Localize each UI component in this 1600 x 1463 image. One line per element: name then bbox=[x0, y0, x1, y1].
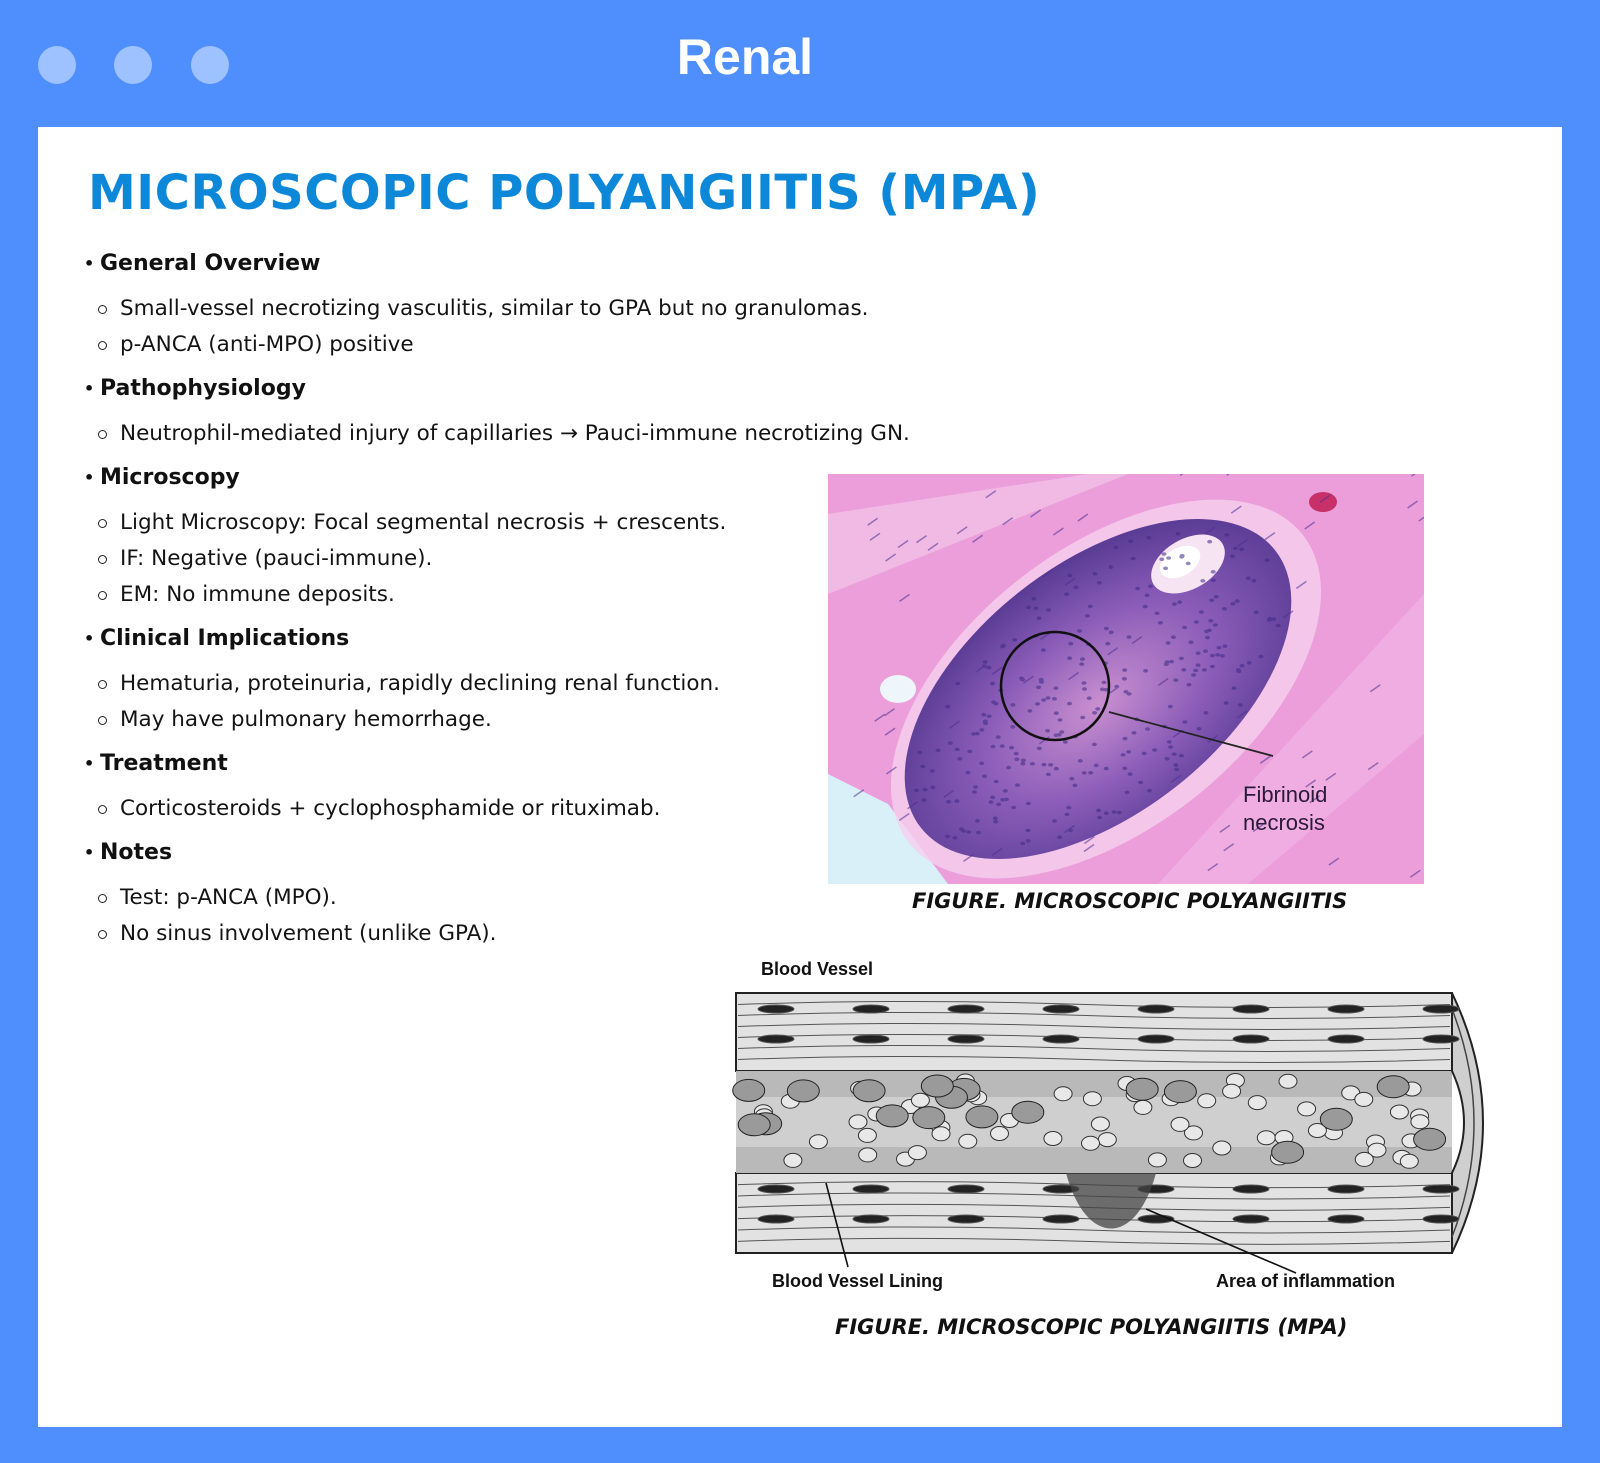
list-item-text: p-ANCA (anti-MPO) positive bbox=[120, 332, 414, 357]
circle-bullet-icon bbox=[98, 591, 107, 600]
list-item-text: EM: No immune deposits. bbox=[120, 582, 395, 607]
circle-bullet-icon bbox=[98, 680, 107, 689]
circle-bullet-icon bbox=[98, 894, 107, 903]
section-title-text: General Overview bbox=[100, 251, 321, 276]
section-title bbox=[84, 838, 824, 868]
section bbox=[84, 249, 869, 363]
window-titlebar bbox=[0, 0, 1600, 127]
section bbox=[84, 749, 824, 827]
section bbox=[84, 463, 824, 613]
histology-image bbox=[828, 474, 1424, 884]
bullet-icon: • bbox=[84, 629, 95, 648]
blood-vessel-label: Blood Vessel bbox=[761, 959, 874, 979]
section-title bbox=[84, 249, 824, 279]
section bbox=[84, 838, 824, 952]
circle-bullet-icon bbox=[98, 716, 107, 725]
list-item-text: Hematuria, proteinuria, rapidly declining renal function. bbox=[120, 671, 720, 696]
section-title bbox=[84, 624, 824, 654]
circle-bullet-icon bbox=[98, 341, 107, 350]
list-item bbox=[84, 791, 824, 827]
circle-bullet-icon bbox=[98, 555, 107, 564]
list-item-text: Test: p-ANCA (MPO). bbox=[120, 885, 337, 910]
fibrinoid-label: Fibrinoid bbox=[1243, 782, 1328, 807]
vessel-diagram bbox=[706, 947, 1506, 1317]
notes-list bbox=[84, 249, 910, 963]
section-title-text: Microscopy bbox=[100, 465, 240, 490]
list-item bbox=[84, 666, 824, 702]
list-item bbox=[84, 880, 824, 916]
circle-bullet-icon bbox=[98, 805, 107, 814]
necrosis-label: necrosis bbox=[1243, 810, 1325, 835]
inflammation-label: Area of inflammation bbox=[1216, 1271, 1396, 1291]
list-item bbox=[84, 416, 910, 452]
section bbox=[84, 624, 824, 738]
list-item-text: Neutrophil-mediated injury of capillaries → Pauci-immune necrotizing GN. bbox=[120, 421, 910, 446]
circle-bullet-icon bbox=[98, 305, 107, 314]
section bbox=[84, 374, 910, 452]
list-item bbox=[84, 327, 824, 363]
list-item-text: Corticosteroids + cyclophosphamide or rituximab. bbox=[120, 796, 661, 821]
list-item-text: No sinus involvement (unlike GPA). bbox=[120, 921, 497, 946]
section-title-text: Clinical Implications bbox=[100, 626, 350, 651]
lining-label: Blood Vessel Lining bbox=[772, 1271, 944, 1291]
figure-caption-diagram: FIGURE. MICROSCOPIC POLYANGIITIS (MPA) bbox=[835, 1315, 1348, 1339]
circle-bullet-icon bbox=[98, 430, 107, 439]
list-item bbox=[84, 505, 824, 541]
section-title bbox=[84, 463, 824, 493]
list-item-text: May have pulmonary hemorrhage. bbox=[120, 707, 492, 732]
content-panel bbox=[38, 127, 1562, 1427]
list-item-text: Light Microscopy: Focal segmental necrosis + crescents. bbox=[120, 510, 727, 535]
list-item bbox=[84, 541, 824, 577]
list-item bbox=[84, 577, 824, 613]
list-item bbox=[84, 291, 869, 327]
bullet-icon: • bbox=[84, 468, 95, 487]
bullet-icon: • bbox=[84, 843, 95, 862]
bullet-icon: • bbox=[84, 379, 95, 398]
section-title-text: Treatment bbox=[100, 751, 228, 776]
circle-bullet-icon bbox=[98, 930, 107, 939]
section-title bbox=[84, 749, 824, 779]
section-title-text: Pathophysiology bbox=[100, 376, 306, 401]
section-title bbox=[84, 374, 824, 404]
circle-bullet-icon bbox=[98, 519, 107, 528]
section-title-text: Notes bbox=[100, 840, 173, 865]
list-item-text: IF: Negative (pauci-immune). bbox=[120, 546, 433, 571]
vessel-opening bbox=[1452, 993, 1483, 1253]
list-item-text: Small-vessel necrotizing vasculitis, similar to GPA but no granulomas. bbox=[120, 296, 869, 321]
window-title: Renal bbox=[676, 29, 814, 85]
page-heading: MICROSCOPIC POLYANGIITIS (MPA) bbox=[88, 165, 1041, 221]
figure-caption-histology: FIGURE. MICROSCOPIC POLYANGIITIS bbox=[912, 889, 1348, 913]
bullet-icon: • bbox=[84, 254, 95, 273]
bullet-icon: • bbox=[84, 754, 95, 773]
list-item bbox=[84, 702, 824, 738]
